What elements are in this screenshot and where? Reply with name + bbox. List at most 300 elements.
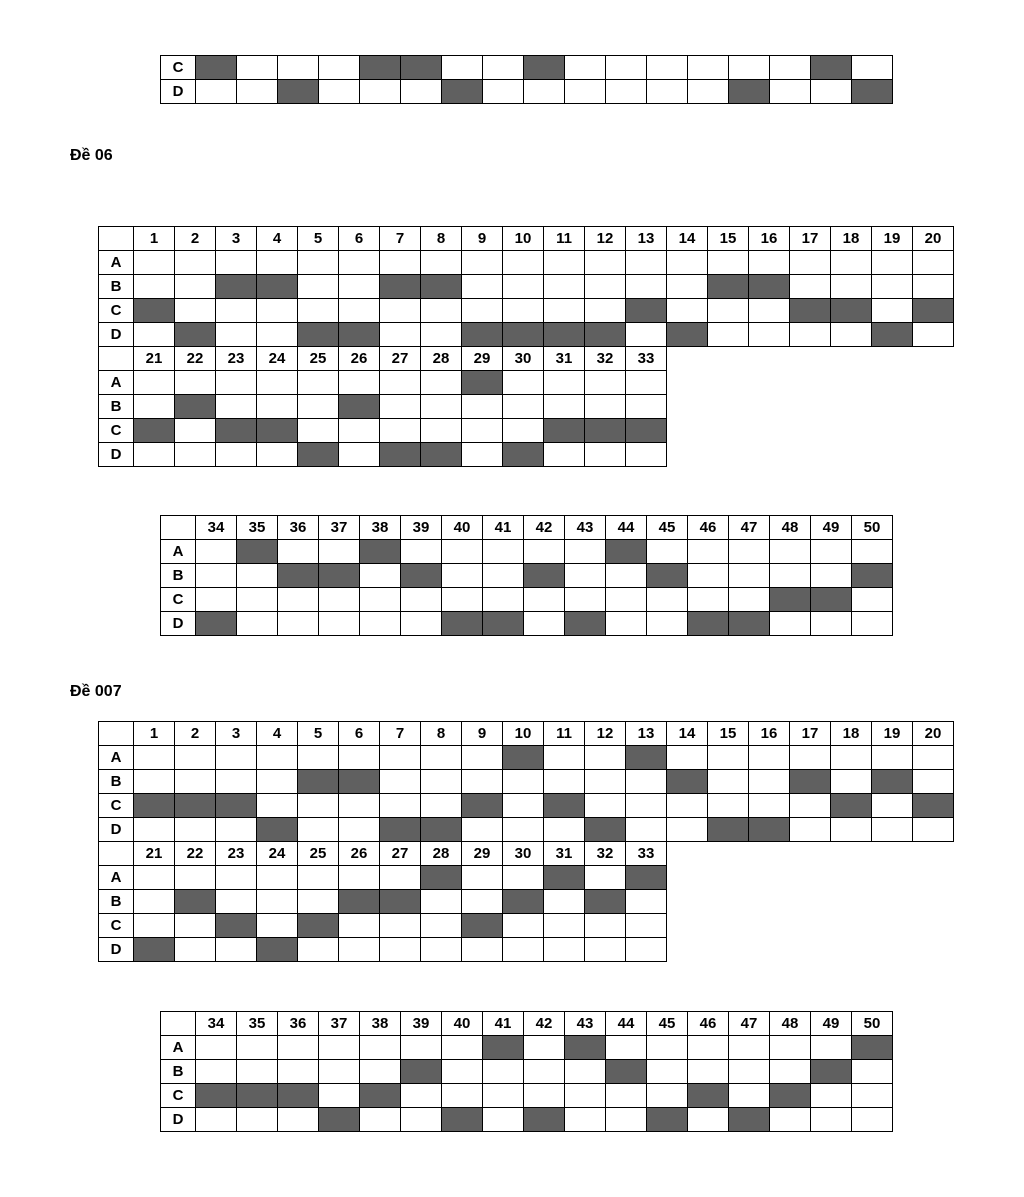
answer-cell (708, 746, 749, 770)
answer-mark-filled (688, 612, 729, 636)
answer-cell (647, 612, 688, 636)
answer-cell (237, 1036, 278, 1060)
answer-cell (278, 1036, 319, 1060)
answer-cell (626, 275, 667, 299)
question-number: 33 (626, 842, 667, 866)
answer-cell (544, 395, 585, 419)
answer-cell (175, 275, 216, 299)
answer-cell (606, 56, 647, 80)
answer-cell (278, 540, 319, 564)
question-number: 45 (647, 1012, 688, 1036)
question-number: 25 (298, 347, 339, 371)
question-number: 27 (380, 347, 421, 371)
answer-cell (134, 323, 175, 347)
question-number: 3 (216, 227, 257, 251)
answer-mark-filled (360, 1084, 401, 1108)
question-number: 41 (483, 516, 524, 540)
choice-label: C (161, 588, 196, 612)
answer-cell (339, 914, 380, 938)
question-number: 45 (647, 516, 688, 540)
question-number: 48 (770, 1012, 811, 1036)
answer-cell (606, 1036, 647, 1060)
answer-mark-filled (278, 80, 319, 104)
answer-cell (872, 299, 913, 323)
answer-row (161, 588, 893, 612)
question-number: 25 (298, 842, 339, 866)
answer-mark-filled (339, 395, 380, 419)
answer-mark-filled (257, 818, 298, 842)
question-number: 27 (380, 842, 421, 866)
answer-cell (196, 540, 237, 564)
answer-cell (585, 371, 626, 395)
answer-cell (216, 323, 257, 347)
answer-cell (729, 1084, 770, 1108)
answer-mark-filled (503, 443, 544, 467)
question-number: 17 (790, 227, 831, 251)
answer-cell (688, 80, 729, 104)
answer-cell (196, 564, 237, 588)
choice-label: B (99, 890, 134, 914)
answer-mark-filled (913, 299, 954, 323)
answer-cell (770, 612, 811, 636)
question-number: 9 (462, 722, 503, 746)
answer-cell (442, 540, 483, 564)
answer-cell (421, 890, 462, 914)
answer-cell (524, 1084, 565, 1108)
answer-row (161, 1108, 893, 1132)
answer-cell (872, 275, 913, 299)
answer-cell (872, 794, 913, 818)
answer-cell (790, 275, 831, 299)
question-number: 29 (462, 347, 503, 371)
question-number: 2 (175, 227, 216, 251)
answer-mark-filled (790, 770, 831, 794)
answer-cell (626, 323, 667, 347)
answer-cell (544, 890, 585, 914)
answer-cell (462, 890, 503, 914)
answer-mark-filled (257, 419, 298, 443)
answer-cell (134, 890, 175, 914)
answer-mark-filled (442, 612, 483, 636)
answer-mark-filled (298, 443, 339, 467)
answer-mark-filled (585, 419, 626, 443)
answer-cell (852, 1084, 893, 1108)
question-number-row (99, 722, 954, 746)
answer-cell (708, 794, 749, 818)
question-number: 30 (503, 347, 544, 371)
answer-cell (196, 1060, 237, 1084)
answer-cell (647, 1036, 688, 1060)
answer-mark-filled (606, 540, 647, 564)
question-number: 21 (134, 347, 175, 371)
answer-cell (688, 540, 729, 564)
answer-cell (483, 1108, 524, 1132)
answer-cell (790, 323, 831, 347)
answer-mark-filled (708, 818, 749, 842)
answer-cell (503, 299, 544, 323)
question-number: 37 (319, 1012, 360, 1036)
answer-cell (339, 746, 380, 770)
answer-mark-filled (462, 371, 503, 395)
choice-label: A (99, 866, 134, 890)
answer-cell (196, 588, 237, 612)
answer-row (99, 770, 954, 794)
choice-label: D (161, 80, 196, 104)
section-title-de-007: Đề 007 (70, 683, 122, 700)
question-number: 22 (175, 842, 216, 866)
answer-cell (462, 770, 503, 794)
answer-mark-filled (216, 419, 257, 443)
answer-cell (401, 540, 442, 564)
question-number: 35 (237, 516, 278, 540)
choice-label: D (99, 323, 134, 347)
answer-cell (319, 56, 360, 80)
answer-cell (380, 419, 421, 443)
answer-mark-filled (688, 1084, 729, 1108)
answer-cell (442, 1036, 483, 1060)
answer-row (161, 56, 893, 80)
answer-grid-fragment (160, 55, 893, 104)
answer-grid-de-06-combined (98, 226, 954, 467)
answer-cell (524, 588, 565, 612)
answer-mark-filled (626, 299, 667, 323)
answer-cell (606, 588, 647, 612)
answer-cell (688, 1060, 729, 1084)
answer-cell (339, 251, 380, 275)
answer-cell (216, 890, 257, 914)
question-number: 44 (606, 516, 647, 540)
answer-cell (319, 588, 360, 612)
answer-cell (216, 371, 257, 395)
answer-cell (565, 1060, 606, 1084)
answer-cell (565, 80, 606, 104)
answer-cell (770, 56, 811, 80)
answer-mark-filled (626, 746, 667, 770)
answer-cell (688, 56, 729, 80)
answer-mark-filled (401, 564, 442, 588)
question-number: 1 (134, 227, 175, 251)
answer-cell (503, 275, 544, 299)
answer-cell (852, 612, 893, 636)
answer-cell (380, 746, 421, 770)
answer-row (99, 323, 954, 347)
answer-cell (462, 275, 503, 299)
answer-mark-filled (360, 540, 401, 564)
answer-cell (339, 443, 380, 467)
answer-mark-filled (216, 794, 257, 818)
answer-mark-filled (298, 914, 339, 938)
answer-cell (585, 866, 626, 890)
question-number: 49 (811, 516, 852, 540)
answer-cell (380, 866, 421, 890)
answer-cell (606, 1108, 647, 1132)
question-number: 26 (339, 347, 380, 371)
answer-mark-filled (380, 890, 421, 914)
question-number: 44 (606, 1012, 647, 1036)
question-number: 20 (913, 722, 954, 746)
answer-cell (237, 564, 278, 588)
choice-label: A (99, 746, 134, 770)
question-number: 7 (380, 722, 421, 746)
question-number: 6 (339, 722, 380, 746)
answer-row (161, 80, 893, 104)
answer-mark-filled (339, 770, 380, 794)
answer-mark-filled (216, 914, 257, 938)
answer-cell (749, 299, 790, 323)
question-number: 24 (257, 842, 298, 866)
answer-cell (360, 564, 401, 588)
answer-cell (462, 938, 503, 962)
answer-cell (134, 818, 175, 842)
question-number: 2 (175, 722, 216, 746)
answer-mark-filled (339, 890, 380, 914)
question-number: 50 (852, 516, 893, 540)
answer-cell (503, 794, 544, 818)
answer-cell (606, 80, 647, 104)
answer-mark-filled (360, 56, 401, 80)
answer-cell (278, 588, 319, 612)
answer-cell (421, 395, 462, 419)
answer-row (161, 1036, 893, 1060)
answer-cell (175, 866, 216, 890)
answer-cell (606, 612, 647, 636)
answer-cell (462, 419, 503, 443)
question-number: 6 (339, 227, 380, 251)
answer-cell (503, 770, 544, 794)
answer-cell (175, 770, 216, 794)
answer-mark-filled (647, 564, 688, 588)
answer-cell (298, 299, 339, 323)
answer-cell (565, 540, 606, 564)
answer-mark-filled (278, 1084, 319, 1108)
answer-mark-filled (503, 890, 544, 914)
question-number: 12 (585, 227, 626, 251)
question-number: 22 (175, 347, 216, 371)
question-number: 23 (216, 347, 257, 371)
answer-cell (216, 746, 257, 770)
corner-cell (99, 722, 134, 746)
answer-cell (319, 540, 360, 564)
answer-cell (298, 818, 339, 842)
question-number: 50 (852, 1012, 893, 1036)
answer-cell (421, 419, 462, 443)
answer-row (99, 818, 954, 842)
answer-row (99, 275, 954, 299)
answer-cell (503, 866, 544, 890)
answer-cell (544, 371, 585, 395)
corner-cell (99, 227, 134, 251)
answer-cell (134, 770, 175, 794)
question-number: 18 (831, 722, 872, 746)
answer-cell (647, 1084, 688, 1108)
answer-cell (524, 80, 565, 104)
answer-cell (237, 80, 278, 104)
question-number: 28 (421, 842, 462, 866)
answer-cell (298, 746, 339, 770)
answer-cell (544, 443, 585, 467)
answer-row (99, 251, 954, 275)
answer-mark-filled (565, 1036, 606, 1060)
answer-mark-filled (483, 612, 524, 636)
question-number: 28 (421, 347, 462, 371)
answer-cell (626, 914, 667, 938)
answer-cell (257, 443, 298, 467)
answer-cell (442, 1060, 483, 1084)
answer-mark-filled (770, 588, 811, 612)
question-number: 1 (134, 722, 175, 746)
answer-cell (729, 1060, 770, 1084)
question-number: 12 (585, 722, 626, 746)
answer-cell (503, 395, 544, 419)
answer-cell (442, 56, 483, 80)
answer-mark-filled (237, 540, 278, 564)
answer-mark-filled (811, 1060, 852, 1084)
answer-cell (544, 746, 585, 770)
answer-cell (544, 275, 585, 299)
question-number: 41 (483, 1012, 524, 1036)
answer-cell (708, 323, 749, 347)
answer-mark-filled (175, 890, 216, 914)
answer-cell (667, 794, 708, 818)
answer-cell (749, 323, 790, 347)
answer-cell (175, 371, 216, 395)
answer-cell (811, 540, 852, 564)
answer-cell (257, 914, 298, 938)
question-number: 5 (298, 722, 339, 746)
answer-cell (216, 818, 257, 842)
answer-cell (421, 299, 462, 323)
answer-cell (811, 1036, 852, 1060)
answer-cell (442, 564, 483, 588)
answer-cell (565, 1084, 606, 1108)
answer-mark-filled (852, 564, 893, 588)
answer-mark-filled (278, 564, 319, 588)
answer-cell (913, 323, 954, 347)
answer-cell (298, 275, 339, 299)
answer-cell (606, 564, 647, 588)
answer-mark-filled (421, 443, 462, 467)
answer-cell (626, 890, 667, 914)
answer-mark-filled (462, 323, 503, 347)
answer-cell (298, 395, 339, 419)
answer-cell (544, 251, 585, 275)
choice-label: C (99, 299, 134, 323)
answer-row (99, 794, 954, 818)
answer-cell (503, 371, 544, 395)
question-number: 13 (626, 722, 667, 746)
answer-cell (360, 80, 401, 104)
answer-cell (134, 395, 175, 419)
choice-label: D (161, 612, 196, 636)
question-number: 5 (298, 227, 339, 251)
answer-cell (852, 1060, 893, 1084)
choice-label: C (161, 1084, 196, 1108)
answer-row (99, 371, 954, 395)
answer-cell (380, 938, 421, 962)
answer-mark-filled (544, 323, 585, 347)
question-number: 4 (257, 227, 298, 251)
question-number: 8 (421, 722, 462, 746)
answer-cell (913, 746, 954, 770)
answer-cell (298, 251, 339, 275)
answer-mark-filled (216, 275, 257, 299)
answer-cell (688, 588, 729, 612)
answer-mark-filled (298, 770, 339, 794)
question-number: 35 (237, 1012, 278, 1036)
answer-cell (339, 794, 380, 818)
answer-mark-filled (134, 299, 175, 323)
answer-grid-de-007-combined (98, 721, 954, 962)
answer-cell (216, 770, 257, 794)
answer-mark-filled (749, 275, 790, 299)
answer-cell (278, 1108, 319, 1132)
answer-mark-filled (544, 794, 585, 818)
answer-cell (196, 1108, 237, 1132)
question-number: 47 (729, 1012, 770, 1036)
answer-row (99, 890, 954, 914)
answer-cell (380, 299, 421, 323)
answer-mark-filled (503, 323, 544, 347)
answer-cell (237, 1060, 278, 1084)
answer-mark-filled (401, 1060, 442, 1084)
question-number-row (161, 1012, 893, 1036)
answer-cell (831, 746, 872, 770)
answer-cell (585, 938, 626, 962)
answer-cell (339, 371, 380, 395)
answer-cell (770, 80, 811, 104)
answer-cell (319, 1084, 360, 1108)
answer-cell (524, 540, 565, 564)
answer-cell (175, 818, 216, 842)
answer-mark-filled (483, 1036, 524, 1060)
choice-label: B (99, 770, 134, 794)
question-number: 46 (688, 1012, 729, 1036)
answer-cell (852, 588, 893, 612)
answer-cell (442, 588, 483, 612)
answer-cell (544, 818, 585, 842)
answer-cell (339, 299, 380, 323)
answer-mark-filled (626, 866, 667, 890)
choice-label: C (99, 794, 134, 818)
answer-cell (298, 938, 339, 962)
answer-cell (462, 818, 503, 842)
question-number: 31 (544, 842, 585, 866)
question-number: 47 (729, 516, 770, 540)
answer-cell (811, 1084, 852, 1108)
answer-cell (380, 371, 421, 395)
answer-cell (811, 80, 852, 104)
answer-mark-filled (462, 794, 503, 818)
question-number-row (99, 842, 954, 866)
answer-cell (401, 588, 442, 612)
answer-mark-filled (913, 794, 954, 818)
question-number: 46 (688, 516, 729, 540)
answer-cell (626, 251, 667, 275)
answer-grid-de-06-part-2 (160, 515, 893, 636)
question-number-row (161, 516, 893, 540)
answer-cell (524, 1060, 565, 1084)
corner-cell (99, 842, 134, 866)
answer-cell (237, 612, 278, 636)
question-number: 34 (196, 1012, 237, 1036)
answer-cell (585, 299, 626, 323)
answer-cell (196, 80, 237, 104)
answer-cell (667, 746, 708, 770)
answer-cell (606, 1084, 647, 1108)
answer-cell (462, 746, 503, 770)
question-number: 15 (708, 722, 749, 746)
choice-label: A (99, 371, 134, 395)
